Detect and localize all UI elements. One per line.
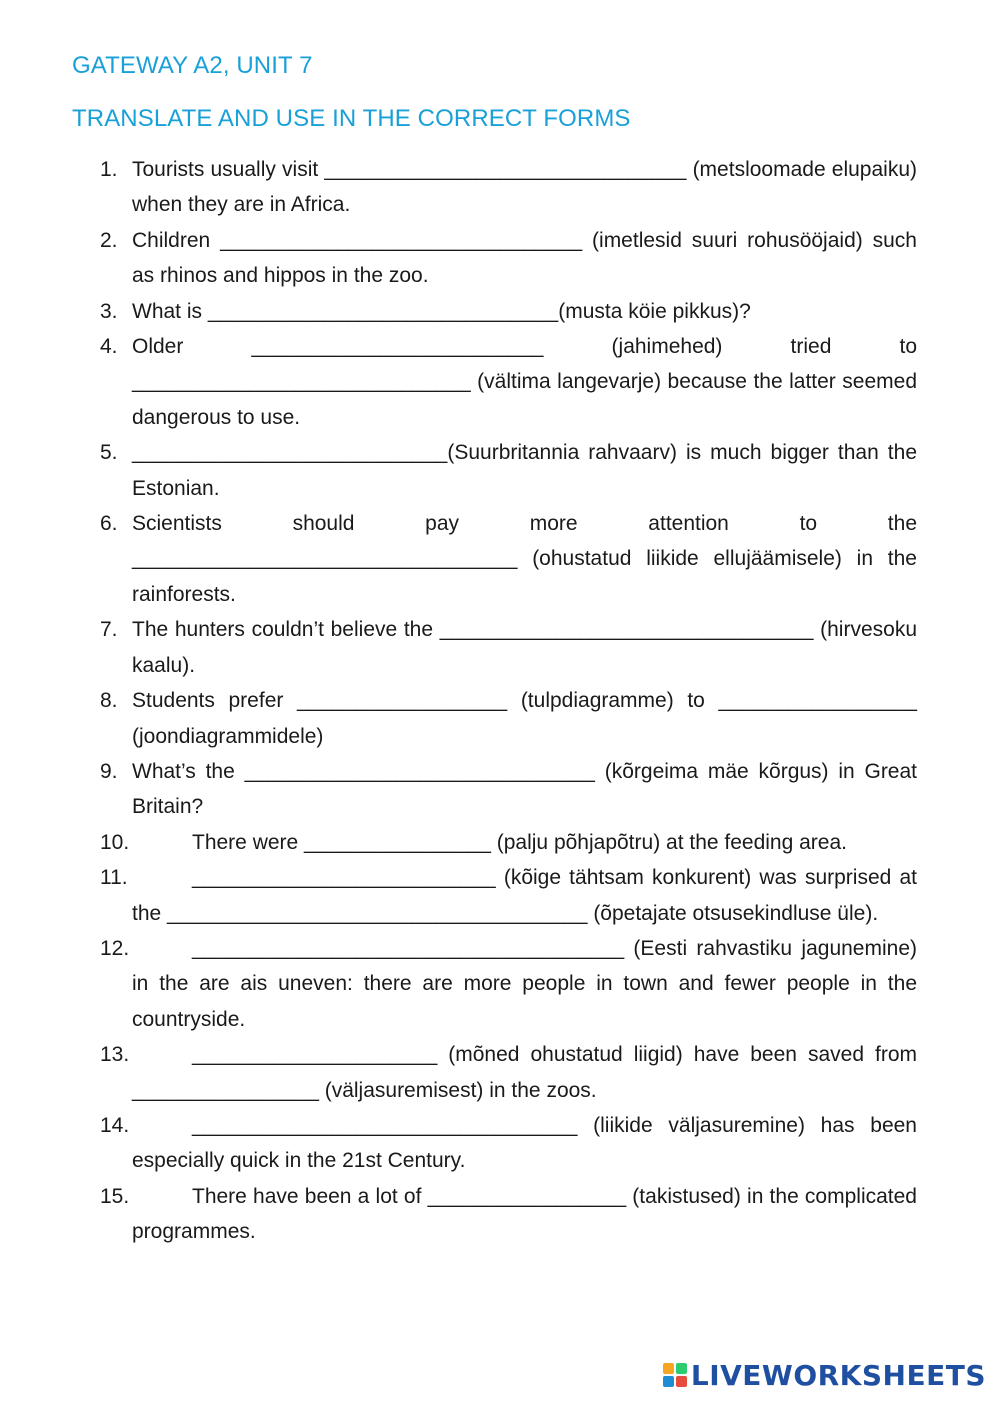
- item-number: 13.: [100, 1043, 130, 1067]
- exercise-item-13: [100, 1037, 917, 1108]
- item-number: 2.: [100, 228, 118, 252]
- exercise-item-4: [100, 329, 917, 435]
- item-number: 9.: [100, 759, 118, 783]
- item-number: 3.: [100, 299, 118, 323]
- exercise-item-7: [100, 612, 917, 683]
- item-text: The hunters couldn’t believe the ________________________________ (hirvesoku kaalu).: [132, 618, 917, 677]
- liveworksheets-brand: LIVEWORKSHEETS: [690, 1358, 986, 1392]
- logo-square-1: [663, 1363, 674, 1374]
- worksheet-instructions: TRANSLATE AND USE IN THE CORRECT FORMS: [72, 105, 631, 132]
- worksheet-title: GATEWAY A2, UNIT 7: [72, 52, 313, 79]
- exercise-list: [100, 152, 917, 1250]
- exercise-item-10: [100, 825, 917, 860]
- exercise-item-11: [100, 860, 917, 931]
- item-text: ___________________________(Suurbritannia rahvaarv) is much bigger than the Estonian.: [132, 441, 917, 500]
- exercise-item-8: [100, 683, 917, 754]
- exercise-item-14: [100, 1108, 917, 1179]
- item-text: Students prefer __________________ (tulpdiagramme) to _________________ (joondiagrammidele): [132, 689, 917, 748]
- exercise-item-3: [100, 294, 917, 329]
- item-number: 14.: [100, 1113, 130, 1137]
- item-text: What’s the ______________________________ (kõrgeima mäe kõrgus) in Great Britain?: [132, 759, 917, 819]
- item-text: There have been a lot of _________________ (takistused) in the complicated programmes.: [132, 1184, 917, 1244]
- item-number: 10.: [100, 830, 130, 854]
- item-text: Children _______________________________ (imetlesid suuri rohusööjaid) such as rhinos and hippos in the zoo.: [132, 228, 917, 288]
- item-number: 8.: [100, 689, 118, 713]
- exercise-item-6: [100, 506, 917, 612]
- liveworksheets-logo-icon: [663, 1363, 687, 1387]
- item-text: __________________________ (kõige tähtsam konkurent) was surprised at the ____________________________________ (õpetajate otsusekindluse üle).: [132, 866, 917, 925]
- exercise-item-5: [100, 435, 917, 506]
- item-text: _________________________________ (liikide väljasuremine) has been especially quick in the 21st Century.: [132, 1113, 917, 1173]
- liveworksheets-watermark: [663, 1358, 986, 1392]
- item-text: What is ______________________________(musta köie pikkus)?: [132, 299, 751, 323]
- item-number: 7.: [100, 618, 118, 642]
- item-text: Older _________________________ (jahimehed) tried to _____________________________ (vältima langevarje) because the latter seemed dangerous to use.: [132, 335, 917, 429]
- exercise-item-12: [100, 931, 917, 1037]
- exercise-item-1: [100, 152, 917, 223]
- logo-square-3: [663, 1376, 674, 1387]
- exercise-item-15: [100, 1179, 917, 1250]
- item-number: 11.: [100, 866, 128, 890]
- item-text: Tourists usually visit _______________________________ (metsloomade elupaiku) when they are in Africa.: [132, 158, 917, 217]
- item-number: 4.: [100, 335, 118, 359]
- item-number: 12.: [100, 936, 130, 960]
- logo-square-2: [676, 1363, 687, 1374]
- item-text: _____________________ (mõned ohustatud liigid) have been saved from ________________ (väljasuremisest) in the zoos.: [132, 1043, 917, 1102]
- logo-square-4: [676, 1376, 687, 1387]
- exercise-item-2: [100, 223, 917, 294]
- item-number: 5.: [100, 441, 118, 465]
- item-text: _____________________________________ (Eesti rahvastiku jagunemine) in the are ais uneven: there are more people in town and fewer people in the countryside.: [132, 936, 917, 1031]
- item-number: 15.: [100, 1184, 130, 1208]
- item-number: 1.: [100, 158, 118, 181]
- item-text: There were ________________ (palju põhjapõtru) at the feeding area.: [192, 830, 847, 854]
- item-text: Scientists should pay more attention to the _________________________________ (ohustatud liikide ellujäämisele) in the rainforests.: [132, 512, 917, 606]
- exercise-item-9: [100, 754, 917, 825]
- item-number: 6.: [100, 512, 118, 536]
